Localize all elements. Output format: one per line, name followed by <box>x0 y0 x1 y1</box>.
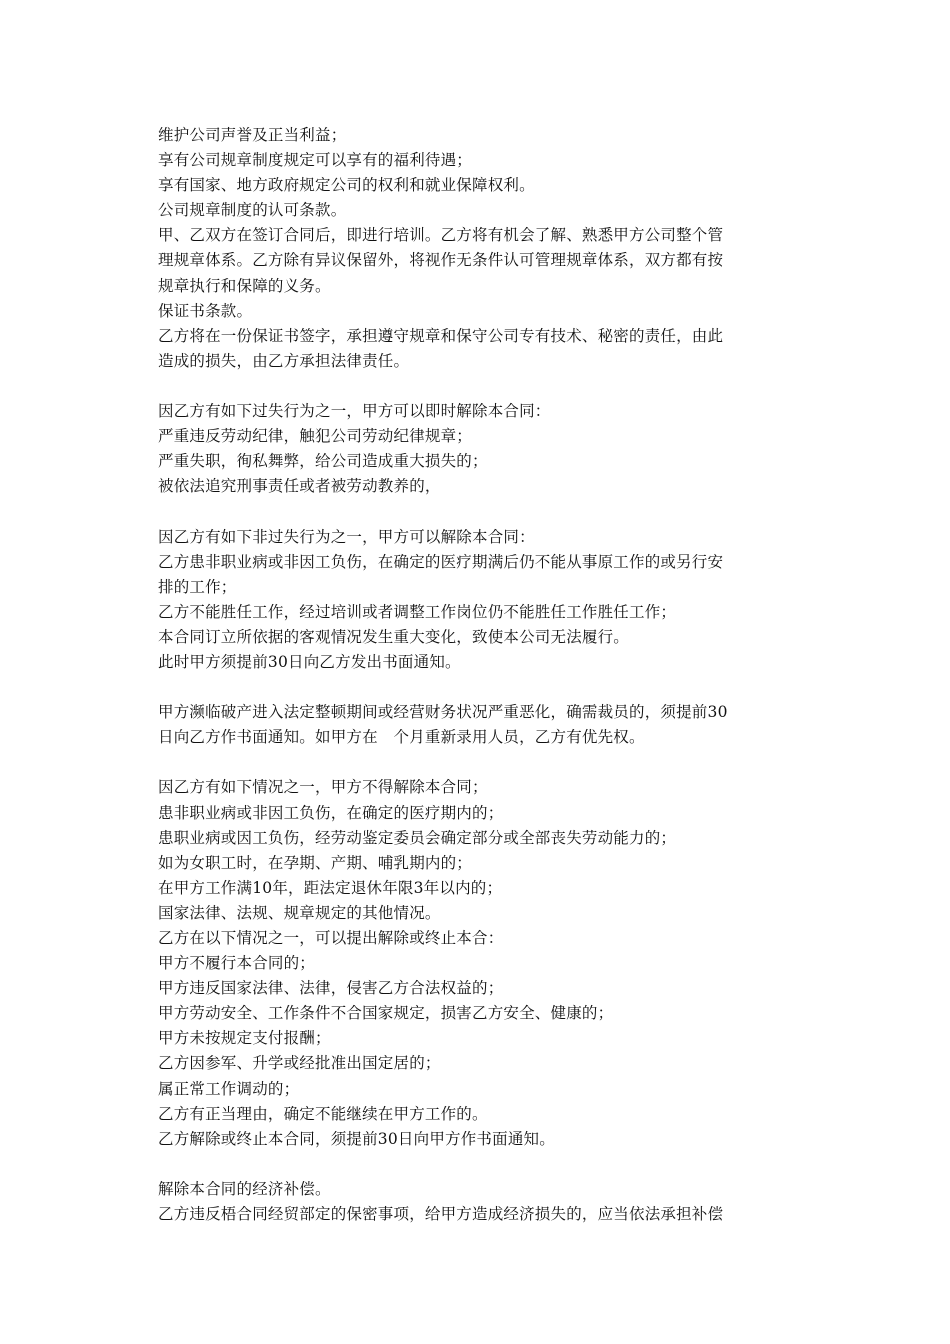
text-line: 甲方未按规定支付报酬； <box>158 1029 331 1048</box>
text-line: 甲方濒临破产进入法定整顿期间或经营财务状况严重恶化，确需裁员的，须提前30 <box>158 703 728 722</box>
text-line: 日向乙方作书面通知。如甲方在 个月重新录用人员，乙方有优先权。 <box>158 728 645 747</box>
text-line: 造成的损失，由乙方承担法律责任。 <box>158 351 410 370</box>
text-line: 严重失职，徇私舞弊，给公司造成重大损失的； <box>158 452 488 471</box>
text-line: 公司规章制度的认可条款。 <box>158 201 347 220</box>
text-line: 甲方不履行本合同的； <box>158 954 316 973</box>
text-line: 因乙方有如下非过失行为之一，甲方可以解除本合同： <box>158 527 535 546</box>
text-line: 乙方将在一份保证书签字，承担遵守规章和保守公司专有技术、秘密的责任，由此 <box>158 326 724 345</box>
blank-line <box>158 750 798 775</box>
text-line: 甲方违反国家法律、法律，侵害乙方合法权益的； <box>158 979 504 998</box>
text-line: 乙方不能胜任工作，经过培训或者调整工作岗位仍不能胜任工作胜任工作； <box>158 602 677 621</box>
text-line: 乙方违反梧合同经贸部定的保密事项，给甲方造成经济损失的，应当依法承担补偿 <box>158 1205 724 1224</box>
text-line: 如为女职工时，在孕期、产期、哺乳期内的； <box>158 853 473 872</box>
text-line: 本合同订立所依据的客观情况发生重大变化，致使本公司无法履行。 <box>158 627 630 646</box>
text-line: 排的工作； <box>158 577 237 596</box>
text-line: 乙方解除或终止本合同，须提前30日向甲方作书面通知。 <box>158 1129 555 1148</box>
text-line: 国家法律、法规、规章规定的其他情况。 <box>158 903 441 922</box>
text-line: 此时甲方须提前30日向乙方发出书面通知。 <box>158 652 461 671</box>
text-line: 享有国家、地方政府规定公司的权利和就业保障权利。 <box>158 176 535 195</box>
text-line: 乙方有正当理由，确定不能继续在甲方工作的。 <box>158 1104 488 1123</box>
text-line: 享有公司规章制度规定可以享有的福利待遇； <box>158 151 473 170</box>
text-line: 理规章体系。乙方除有异议保留外，将视作无条件认可管理规章体系，双方都有按 <box>158 251 724 270</box>
text-line: 乙方在以下情况之一，可以提出解除或终止本合： <box>158 929 504 947</box>
text-line: 患非职业病或非因工负伤，在确定的医疗期内的； <box>158 803 504 822</box>
text-line: 乙方患非职业病或非因工负伤，在确定的医疗期满后仍不能从事原工作的或另行安 <box>158 552 724 571</box>
text-line: 被依法追究刑事责任或者被劳动教养的， <box>158 477 441 496</box>
text-line: 维护公司声誉及正当利益； <box>158 126 347 144</box>
text-line: 严重违反劳动纪律，触犯公司劳动纪律规章； <box>158 427 473 446</box>
text-line: 在甲方工作满10年，距法定退休年限3年以内的； <box>158 878 503 897</box>
text-line: 规章执行和保障的义务。 <box>158 276 331 295</box>
text-line: 患职业病或因工负伤，经劳动鉴定委员会确定部分或全部丧失劳动能力的； <box>158 828 677 847</box>
text-line: 甲方劳动安全、工作条件不合国家规定，损害乙方安全、健康的； <box>158 1004 614 1023</box>
text-line: 保证书条款。 <box>158 301 253 320</box>
blank-line <box>158 499 798 524</box>
text-line: 属正常工作调动的； <box>158 1079 300 1098</box>
text-line: 甲、乙双方在签订合同后，即进行培训。乙方将有机会了解、熟悉甲方公司整个管 <box>158 226 724 245</box>
blank-line <box>158 1152 798 1177</box>
text-line: 乙方因参军、升学或经批准出国定居的； <box>158 1054 441 1073</box>
blank-line <box>158 374 798 399</box>
text-line: 因乙方有如下过失行为之一，甲方可以即时解除本合同： <box>158 402 551 421</box>
text-line: 因乙方有如下情况之一，甲方不得解除本合同； <box>158 778 488 797</box>
document-body <box>158 123 798 1227</box>
blank-line <box>158 675 798 700</box>
text-line: 解除本合同的经济补偿。 <box>158 1179 331 1198</box>
